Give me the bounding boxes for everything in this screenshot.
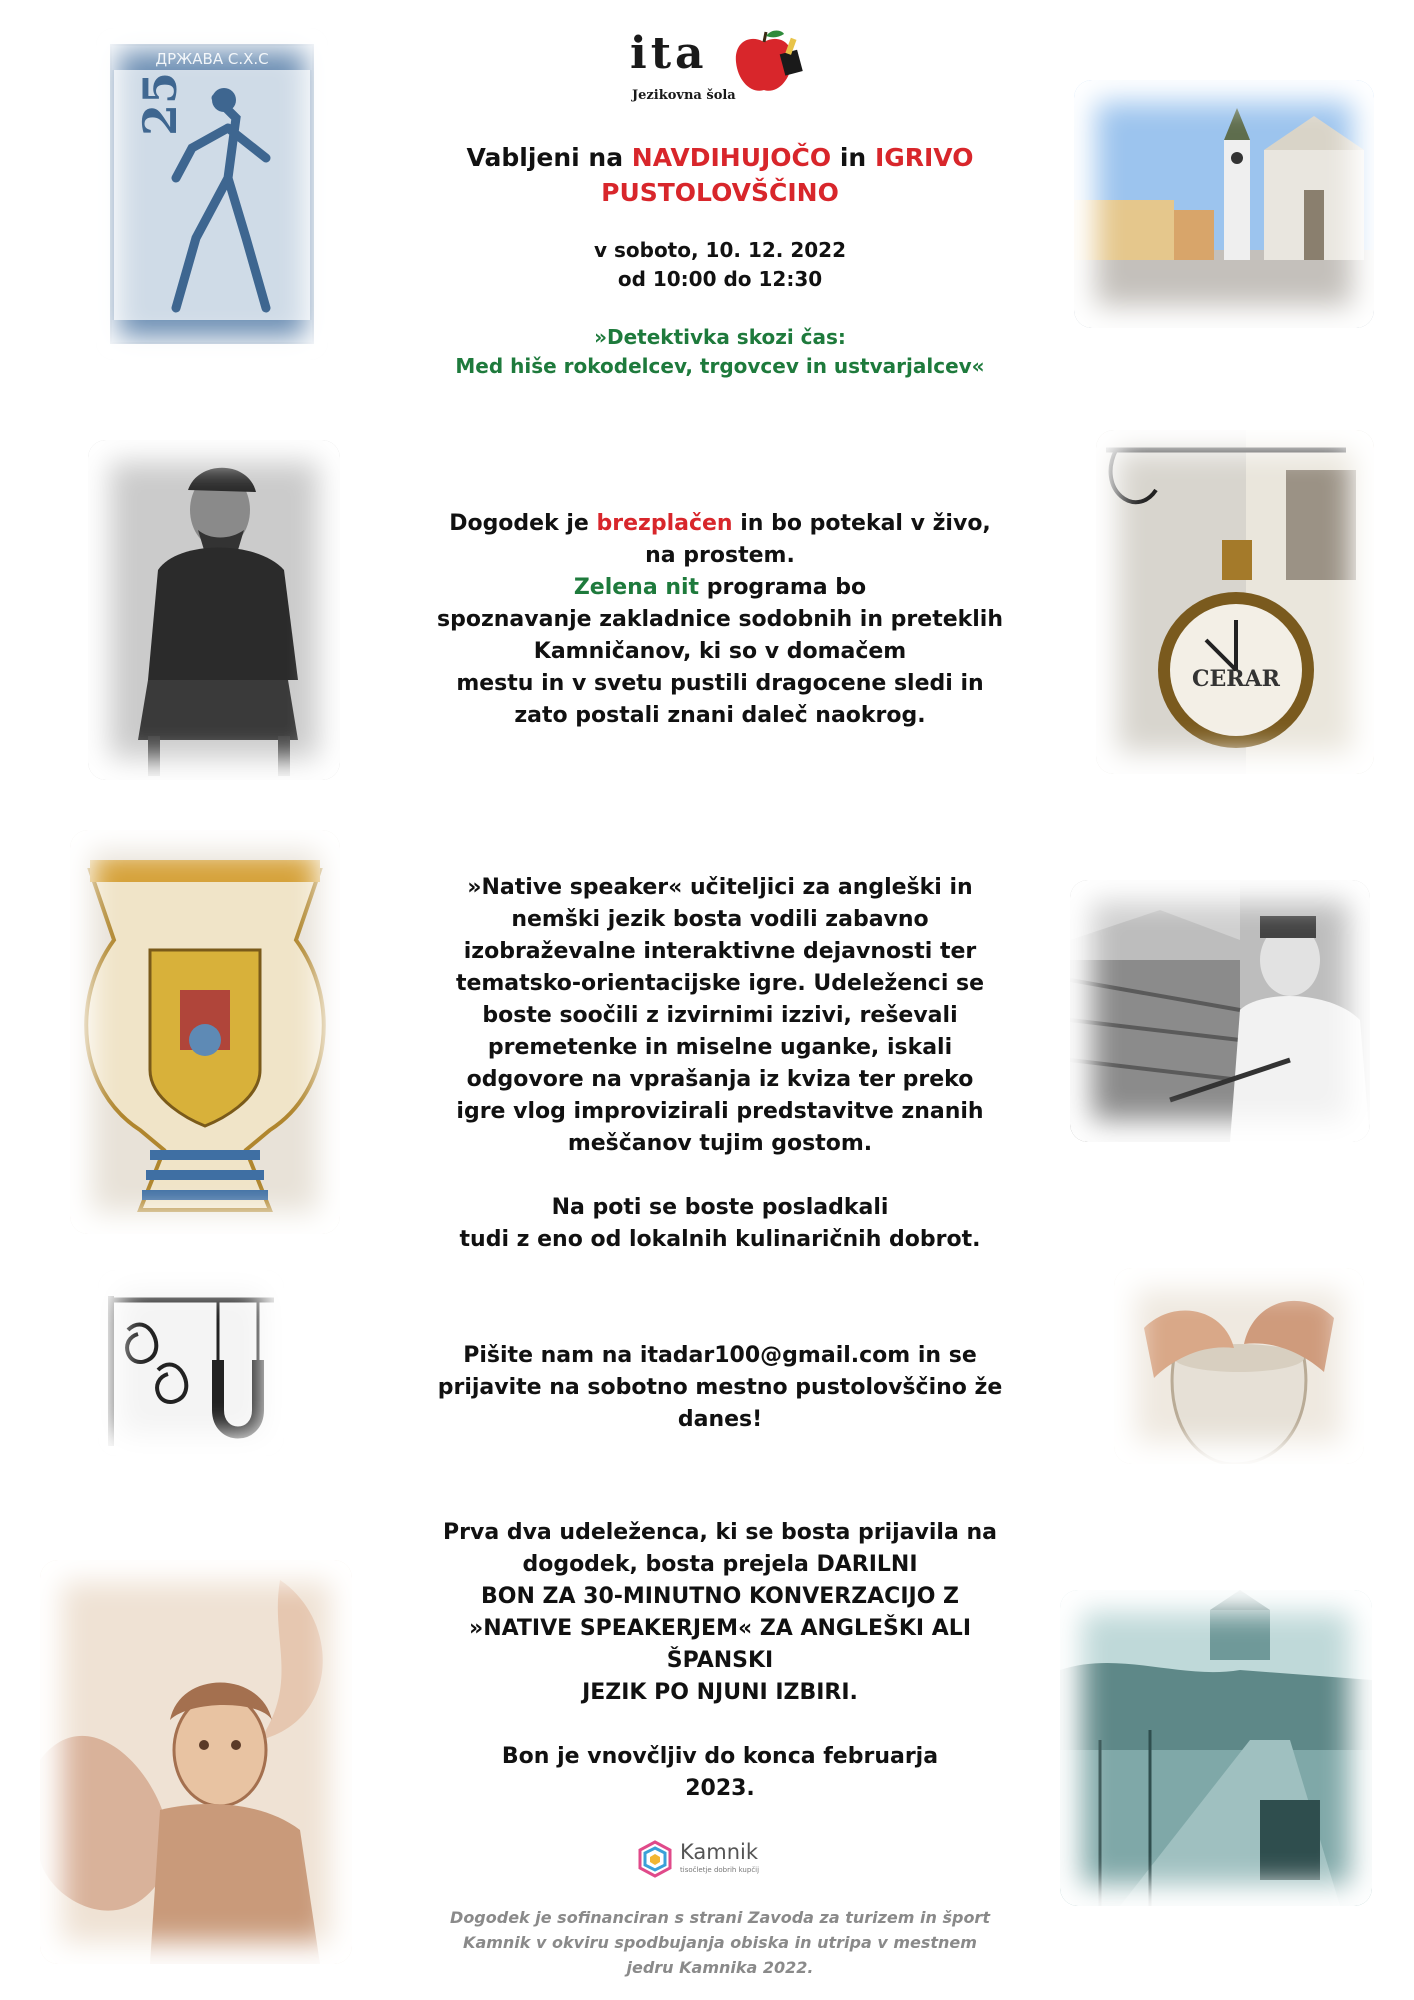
title-highlight-1: NAVDIHUJOČO [631, 143, 832, 172]
validity-line-2: 2023. [685, 1776, 755, 1801]
event-date [420, 236, 1020, 294]
title-highlight-2: IGRIVO [874, 143, 974, 172]
stamp-illustration [96, 28, 328, 360]
voucher-line: ŠPANSKI [666, 1648, 774, 1673]
treat-line-2: tudi z eno od lokalnih kulinaričnih dobrot. [459, 1227, 981, 1252]
fresco-image [40, 1560, 352, 1964]
voucher-line: »NATIVE SPEAKERJEM« ZA ANGLEŠKI ALI [468, 1616, 971, 1641]
title-line-1 [420, 140, 1020, 175]
pottery-hands-illustration [1114, 1268, 1364, 1464]
fresco-illustration [40, 1560, 352, 1964]
historic-street-image [1060, 1590, 1372, 1906]
program-line: premetenke in miselne uganke, iskali [487, 1035, 953, 1060]
date-line-1: v soboto, 10. 12. 2022 [593, 238, 846, 262]
intro-pre: Dogodek je [449, 511, 597, 536]
voucher-line: dogodek, bosta prejela DARILNI [522, 1552, 918, 1577]
footer-line-1: Dogodek je sofinanciran s strani Zavoda za turizem in šport [450, 1908, 990, 1927]
program-line: odgovore na vprašanja iz kviza ter preko [466, 1067, 974, 1092]
contact-line-3: danes! [677, 1407, 763, 1432]
green-thread-highlight: Zelena nit [573, 575, 700, 600]
title-prefix: Vabljeni na [466, 143, 632, 172]
treat-line-1: Na poti se boste posladkali [551, 1195, 889, 1220]
program-line: »Native speaker« učiteljici za angleški in [467, 875, 973, 900]
intro-line-2: na prostem. [645, 543, 795, 568]
portrait-man-illustration [88, 440, 340, 780]
intro-line-5: Kamničanov, ki so v domačem [533, 639, 907, 664]
pottery-hands-image [1114, 1268, 1364, 1464]
intro-line-3-post: programa bo [699, 575, 867, 600]
program-line: nemški jezik bosta vodili zabavno [511, 907, 929, 932]
voucher-paragraph [420, 1517, 1020, 1709]
title-line-2: PUSTOLOVŠČINO [601, 178, 839, 207]
voucher-line: BON ZA 30-MINUTNO KONVERZACIJO Z [480, 1584, 960, 1609]
validity-paragraph [420, 1741, 1020, 1805]
title-mid: in [831, 143, 875, 172]
voucher-line: JEZIK PO NJUNI IZBIRI. [582, 1680, 858, 1705]
horseshoe-sign-illustration [98, 1270, 284, 1456]
portrait-man-image [88, 440, 340, 780]
program-paragraph [420, 872, 1020, 1160]
program-line: meščanov tujim gostom. [567, 1131, 873, 1156]
painter-photo-image [1070, 880, 1370, 1142]
logo-word: ita [630, 28, 708, 79]
intro-paragraph [420, 508, 1020, 732]
painter-photo-illustration [1070, 880, 1370, 1142]
intro-line-1 [420, 508, 1020, 540]
intro-line-3 [420, 572, 1020, 604]
voucher-line: Prva dva udeleženca, ki se bosta prijavila na [443, 1520, 997, 1545]
intro-line-7: zato postali znani daleč naokrog. [514, 703, 926, 728]
vase-image [70, 830, 340, 1234]
kamnik-logo [636, 1840, 796, 1880]
clock-text: CERAR [1192, 666, 1280, 692]
contact-line-2: prijavite na sobotno mestno pustolovščino že [437, 1375, 1003, 1400]
free-highlight: brezplačen [596, 511, 733, 536]
page-title [420, 140, 1020, 210]
program-line: tematsko-orientacijske igre. Udeleženci se [455, 971, 985, 996]
date-line-2: od 10:00 do 12:30 [617, 267, 823, 291]
treat-paragraph [420, 1192, 1020, 1256]
cerar-clock-image [1096, 430, 1374, 774]
logo-subtitle: Jezikovna šola [632, 88, 736, 103]
horseshoe-sign-image [98, 1270, 284, 1456]
vase-illustration [70, 830, 340, 1234]
kamnik-town-square-image [1074, 80, 1374, 328]
intro-line-4: spoznavanje zakladnice sodobnih in preteklih [436, 607, 1004, 632]
stamp-image [96, 28, 328, 360]
kamnik-hexagon-icon [636, 1840, 674, 1878]
validity-line-1: Bon je vnovčljiv do konca februarja [501, 1744, 939, 1769]
subtitle-line-1: »Detektivka skozi čas: [594, 325, 846, 349]
program-line: izobraževalne interaktivne dejavnosti ter [463, 939, 977, 964]
program-line: boste soočili z izvirnimi izzivi, reševali [482, 1003, 958, 1028]
historic-street-illustration [1060, 1590, 1372, 1906]
event-subtitle [420, 323, 1020, 381]
footer-line-2: Kamnik v okviru spodbujanja obiska in utripa v mestnem [463, 1933, 977, 1952]
cerar-clock-illustration [1096, 430, 1374, 774]
ita-logo [630, 28, 810, 103]
program-line: igre vlog improvizirali predstavitve znanih [456, 1099, 984, 1124]
apple-icon [730, 28, 804, 98]
intro-post: in bo potekal v živo, [732, 511, 991, 536]
stamp-value: 25 [133, 71, 187, 136]
stamp-top-text: ДРЖАВА С.Х.С [155, 50, 269, 68]
kamnik-tagline: tisočletje dobrih kupčij [680, 1866, 760, 1874]
footer-note [420, 1905, 1020, 1980]
town-square-illustration [1074, 80, 1374, 328]
contact-line-1: Pišite nam na itadar100@gmail.com in se [463, 1343, 977, 1368]
intro-line-6: mestu in v svetu pustili dragocene sledi in [456, 671, 984, 696]
contact-paragraph [420, 1340, 1020, 1436]
subtitle-line-2: Med hiše rokodelcev, trgovcev in ustvarjalcev« [455, 354, 985, 378]
kamnik-name: Kamnik [680, 1840, 759, 1864]
footer-line-3: jedru Kamnika 2022. [626, 1958, 814, 1977]
